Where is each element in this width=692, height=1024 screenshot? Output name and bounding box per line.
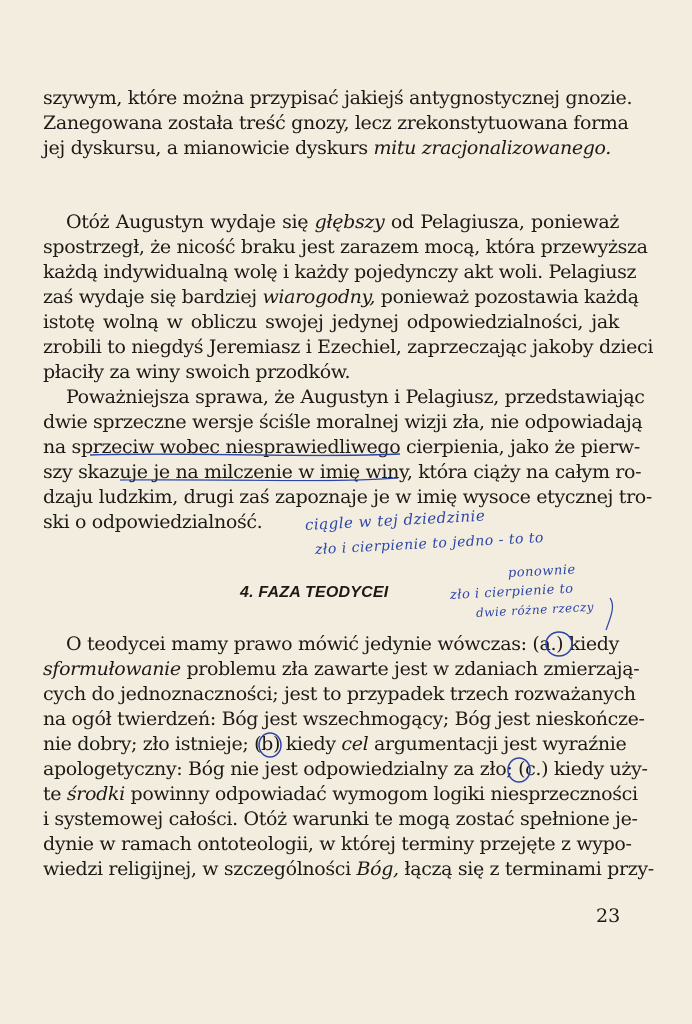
text-line: na ogół twierdzeń: Bóg jest wszechmogący; Bóg jest nieskończe- [43, 708, 645, 730]
text-line: dzaju ludzkim, drugi zaś zapoznaje je w imię wysoce etycznej tro- [43, 486, 652, 508]
text-line: spostrzegł, że nicość braku jest zarazem mocą, która przewyższa [43, 236, 648, 258]
handwritten-note: zło i cierpienie to jedno - to to [314, 530, 545, 558]
text-line: jej dyskursu, a mianowicie dyskurs mitu zracjonalizowanego. [43, 137, 611, 159]
text-line: dynie w ramach ontoteologii, w której terminy przejęte z wypo- [43, 833, 632, 855]
text-line: i systemowej całości. Otóż warunki te mogą zostać spełnione je- [43, 808, 638, 830]
text-line: ski o odpowiedzialność. [43, 511, 263, 533]
text-line: sformułowanie problemu zła zawarte jest w zdaniach zmierzają- [43, 658, 640, 680]
text-line: apologetyczny: Bóg nie jest odpowiedzialny za zło; (c.) kiedy uży- [43, 758, 648, 780]
text-line: wiedzi religijnej, w szczególności Bóg, łączą się z terminami przy- [43, 858, 654, 880]
text-line: Poważniejsza sprawa, że Augustyn i Pelagiusz, przedstawiając [66, 386, 645, 408]
text-line: szywym, które można przypisać jakiejś antygnostycznej gnozie. [43, 87, 633, 109]
pen-stroke [606, 598, 613, 630]
handwritten-note: zło i cierpienie to [449, 581, 574, 603]
text-line: zrobili to niegdyś Jeremiasz i Ezechiel, zaprzeczając jakoby dzieci [43, 336, 654, 358]
page-number: 23 [596, 905, 621, 927]
text-line: istotę wolną w obliczu swojej jedynej odpowiedzialności, jak [43, 311, 619, 333]
text-line: nie dobry; zło istnieje; (b) kiedy cel argumentacji jest wyraźnie [43, 733, 627, 755]
handwritten-note: ponownie [507, 562, 577, 581]
handwritten-note: dwie różne rzeczy [475, 599, 595, 620]
text-line: cych do jednoznaczności; jest to przypadek trzech rozważanych [43, 683, 636, 705]
text-line: płaciły za winy swoich przodków. [43, 361, 351, 383]
text-line: zaś wydaje się bardziej wiarogodny, ponieważ pozostawia każdą [43, 286, 639, 308]
text-line: te środki powinny odpowiadać wymogom logiki niesprzeczności [43, 783, 638, 805]
text-line: na sprzeciw wobec niesprawiedliwego cierpienia, jako że pierw- [43, 436, 640, 458]
text-line: Zanegowana została treść gnozy, lecz zrekonstytuowana forma [43, 112, 629, 134]
text-line: każdą indywidualną wolę i każdy pojedynczy akt woli. Pelagiusz [43, 261, 637, 283]
text-line: O teodycei mamy prawo mówić jedynie wówczas: (a.) kiedy [66, 633, 619, 655]
text-line: dwie sprzeczne wersje ściśle moralnej wizji zła, nie odpowiadają [43, 411, 643, 433]
text-line: szy skazuje je na milczenie w imię winy, która ciąży na całym ro- [43, 461, 642, 483]
handwritten-note: ciągle w tej dziedzinie [304, 506, 486, 534]
text-line: Otóż Augustyn wydaje się głębszy od Pelagiusza, ponieważ [66, 211, 619, 233]
section-heading: 4. FAZA TEODYCEI [240, 584, 389, 601]
